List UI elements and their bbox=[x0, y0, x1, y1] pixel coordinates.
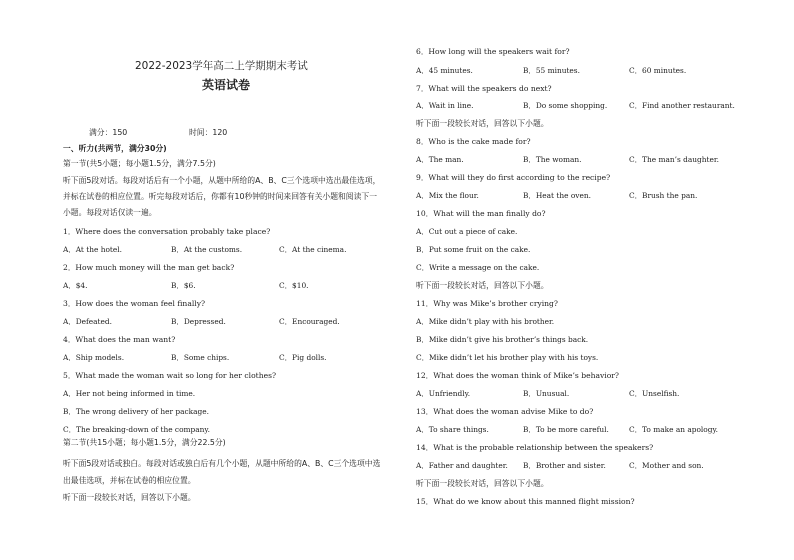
option-b: B．$6. bbox=[171, 281, 196, 290]
option-b: B．Put some fruit on the cake. bbox=[416, 245, 531, 254]
listen-prompt: 听下面一段较长对话，回答以下小题。 bbox=[63, 493, 196, 502]
full-score: 满分：150 bbox=[89, 128, 128, 137]
instruction-line: 听下面5段对话。每段对话后有一个小题，从题中所给的A、B、C三个选项中选出最佳选项， bbox=[63, 176, 381, 185]
option-b: B．The wrong delivery of her package. bbox=[63, 407, 209, 416]
question-2: 2．How much money will the man get back? bbox=[63, 263, 235, 272]
option-a: A．Father and daughter. bbox=[416, 461, 508, 470]
option-c: C．Find another restaurant. bbox=[629, 101, 735, 110]
question-1: 1．Where does the conversation probably take place? bbox=[63, 227, 271, 236]
subject-title: 英语试卷 bbox=[202, 78, 251, 92]
option-a: A．Mix the flour. bbox=[416, 191, 479, 200]
option-c: C．Mike didn’t let his brother play with his toys. bbox=[416, 353, 599, 362]
option-b: B．To be more careful. bbox=[523, 425, 609, 434]
option-c: C．At the cinema. bbox=[279, 245, 347, 254]
option-c: C．$10. bbox=[279, 281, 309, 290]
option-a: A．Defeated. bbox=[63, 317, 112, 326]
option-b: B．Heat the oven. bbox=[523, 191, 591, 200]
option-c: C．Encouraged. bbox=[279, 317, 340, 326]
question-6: 6．How long will the speakers wait for? bbox=[416, 47, 570, 56]
option-a: A．Unfriendly. bbox=[416, 389, 471, 398]
question-5: 5．What made the woman wait so long for her clothes? bbox=[63, 371, 277, 380]
question-12: 12．What does the woman think of Mike’s behavior? bbox=[416, 371, 619, 380]
option-a: A．To share things. bbox=[416, 425, 489, 434]
question-14: 14．What is the probable relationship between the speakers? bbox=[416, 443, 654, 452]
option-c: C．Pig dolls. bbox=[279, 353, 327, 362]
question-3: 3．How does the woman feel finally? bbox=[63, 299, 206, 308]
option-a: A．Ship models. bbox=[63, 353, 125, 362]
question-9: 9．What will they do first according to the recipe? bbox=[416, 173, 611, 182]
listen-prompt: 听下面一段较长对话，回答以下小题。 bbox=[416, 479, 549, 488]
listen-prompt: 听下面一段较长对话，回答以下小题。 bbox=[416, 281, 549, 290]
option-b: B．Depressed. bbox=[171, 317, 226, 326]
instruction-line: 听下面5段对话或独白。每段对话或独白后有几个小题，从题中所给的A、B、C三个选项中选 bbox=[63, 459, 381, 468]
part2-heading: 第二节(共15小题；每小题1.5分，满分22.5分) bbox=[63, 438, 226, 447]
question-7: 7．What will the speakers do next? bbox=[416, 84, 552, 93]
question-13: 13．What does the woman advise Mike to do? bbox=[416, 407, 594, 416]
option-a: A．At the hotel. bbox=[63, 245, 122, 254]
option-c: C．Write a message on the cake. bbox=[416, 263, 540, 272]
listen-prompt: 听下面一段较长对话，回答以下小题。 bbox=[416, 119, 549, 128]
question-10: 10．What will the man finally do? bbox=[416, 209, 546, 218]
option-b: B．Do some shopping. bbox=[523, 101, 608, 110]
question-8: 8．Who is the cake made for? bbox=[416, 137, 531, 146]
option-c: C．Unselfish. bbox=[629, 389, 680, 398]
option-c: C．60 minutes. bbox=[629, 66, 687, 75]
option-c: C．To make an apology. bbox=[629, 425, 719, 434]
option-a: A．Her not being informed in time. bbox=[63, 389, 196, 398]
question-11: 11．Why was Mike’s brother crying? bbox=[416, 299, 558, 308]
instruction-line: 出最佳选项，并标在试卷的相应位置。 bbox=[63, 476, 196, 485]
option-c: C．The man’s daughter. bbox=[629, 155, 719, 164]
option-c: C．Brush the pan. bbox=[629, 191, 698, 200]
part1-heading: 第一节(共5小题；每小题1.5分，满分7.5分) bbox=[63, 159, 216, 168]
option-b: B．The woman. bbox=[523, 155, 582, 164]
option-b: B．Mike didn’t give his brother’s things back. bbox=[416, 335, 589, 344]
question-4: 4．What does the man want? bbox=[63, 335, 176, 344]
option-b: B．Unusual. bbox=[523, 389, 570, 398]
question-15: 15．What do we know about this manned flight mission? bbox=[416, 497, 635, 506]
option-c: C．Mother and son. bbox=[629, 461, 704, 470]
instruction-line: 并标在试卷的相应位置。听完每段对话后，你都有10秒钟的时间来回答有关小题和阅读下一 bbox=[63, 192, 377, 201]
option-b: B．Some chips. bbox=[171, 353, 230, 362]
option-a: A．Wait in line. bbox=[416, 101, 474, 110]
option-b: B．55 minutes. bbox=[523, 66, 580, 75]
exam-time: 时间：120 bbox=[189, 128, 228, 137]
instruction-line: 小题。每段对话仅读一遍。 bbox=[63, 208, 157, 217]
option-c: C．The breaking-down of the company. bbox=[63, 425, 210, 434]
option-a: A．Mike didn’t play with his brother. bbox=[416, 317, 555, 326]
option-a: A．$4. bbox=[63, 281, 88, 290]
exam-title: 2022-2023学年高二上学期期末考试 bbox=[135, 60, 308, 72]
option-a: A．The man. bbox=[416, 155, 464, 164]
section-heading: 一、听力(共两节，满分30分) bbox=[63, 144, 167, 153]
option-b: B．At the customs. bbox=[171, 245, 243, 254]
option-b: B．Brother and sister. bbox=[523, 461, 606, 470]
option-a: A．Cut out a piece of cake. bbox=[416, 227, 518, 236]
option-a: A．45 minutes. bbox=[416, 66, 473, 75]
